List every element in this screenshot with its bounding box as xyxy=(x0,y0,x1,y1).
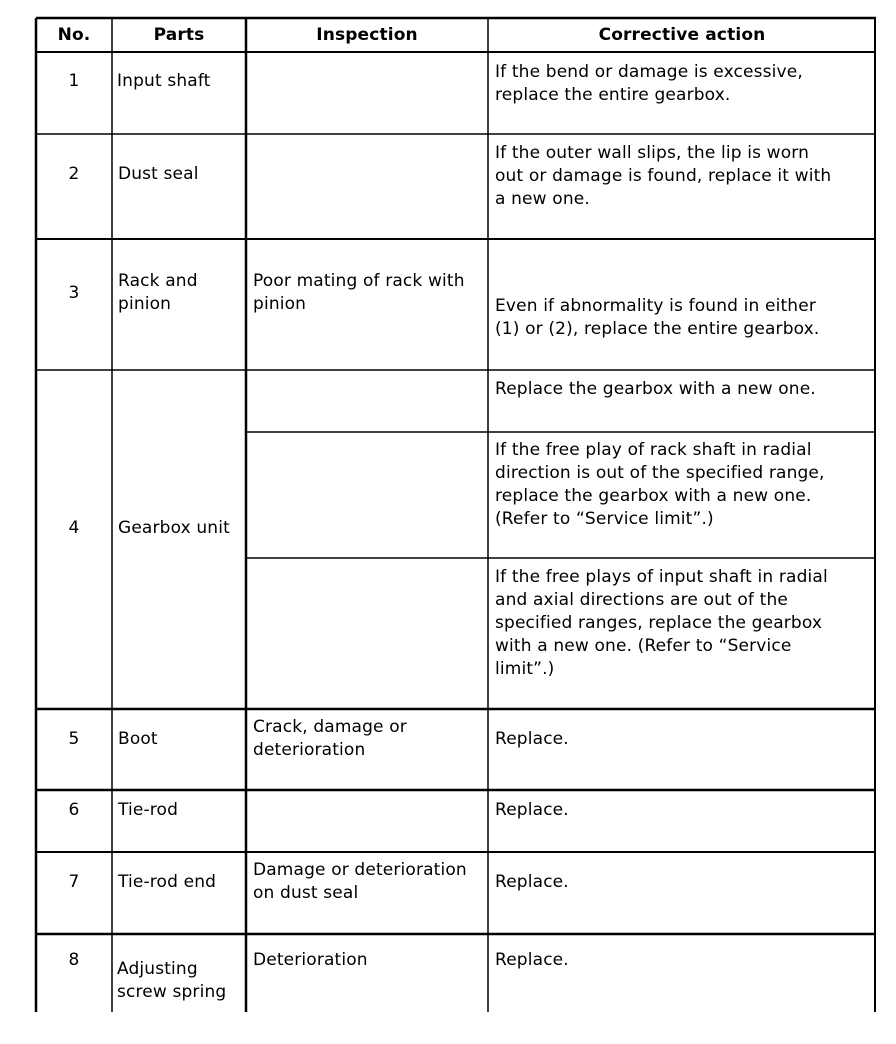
row-2-part: Dust seal xyxy=(118,164,199,184)
row-6-no: 6 xyxy=(68,800,80,820)
header-parts: Parts xyxy=(153,25,205,45)
row-5-action: Replace. xyxy=(495,729,569,749)
row-1-part: Input shaft xyxy=(117,71,211,91)
row-5-inspection: Crack, damage or deterioration xyxy=(253,717,407,760)
row-3-action: Even if abnormality is found in either (1) or (2), replace the entire gearbox. xyxy=(495,296,820,339)
row-8-no: 8 xyxy=(68,950,80,970)
row-3-inspection: Poor mating of rack with pinion xyxy=(253,271,465,314)
row-3-no: 3 xyxy=(68,283,80,303)
row-2-no: 2 xyxy=(68,164,80,184)
header-corrective-action: Corrective action xyxy=(598,25,766,45)
header-no: No. xyxy=(57,25,91,45)
row-1-action: If the bend or damage is excessive, replace the entire gearbox. xyxy=(495,62,803,105)
row-8-inspection: Deterioration xyxy=(253,950,368,970)
row-8-part: Adjusting screw spring xyxy=(117,959,227,1002)
row-4-action-3: If the free plays of input shaft in radial and axial directions are out of the specified ranges, replace the gearbox with a new one. (Refer to “Service limit”.) xyxy=(495,567,828,679)
row-5-no: 5 xyxy=(68,729,80,749)
row-7-inspection: Damage or deterioration on dust seal xyxy=(253,860,467,903)
row-4-part: Gearbox unit xyxy=(118,518,230,538)
row-4-no: 4 xyxy=(68,518,80,538)
header-inspection: Inspection xyxy=(316,25,418,45)
row-3-part: Rack and pinion xyxy=(118,271,198,314)
row-4-action-1: Replace the gearbox with a new one. xyxy=(495,379,816,399)
row-6-part: Tie-rod xyxy=(118,800,179,820)
row-6-action: Replace. xyxy=(495,800,569,820)
row-8-action: Replace. xyxy=(495,950,569,970)
row-7-part: Tie-rod end xyxy=(118,872,217,892)
row-7-no: 7 xyxy=(68,872,80,892)
row-7-action: Replace. xyxy=(495,872,569,892)
row-2-action: If the outer wall slips, the lip is worn out or damage is found, replace it with a new one. xyxy=(495,143,832,209)
row-1-no: 1 xyxy=(68,71,80,91)
row-5-part: Boot xyxy=(118,729,158,749)
row-4-action-2: If the free play of rack shaft in radial direction is out of the specified range, replace the gearbox with a new one. (Refer to “Service limit”.) xyxy=(495,440,825,529)
